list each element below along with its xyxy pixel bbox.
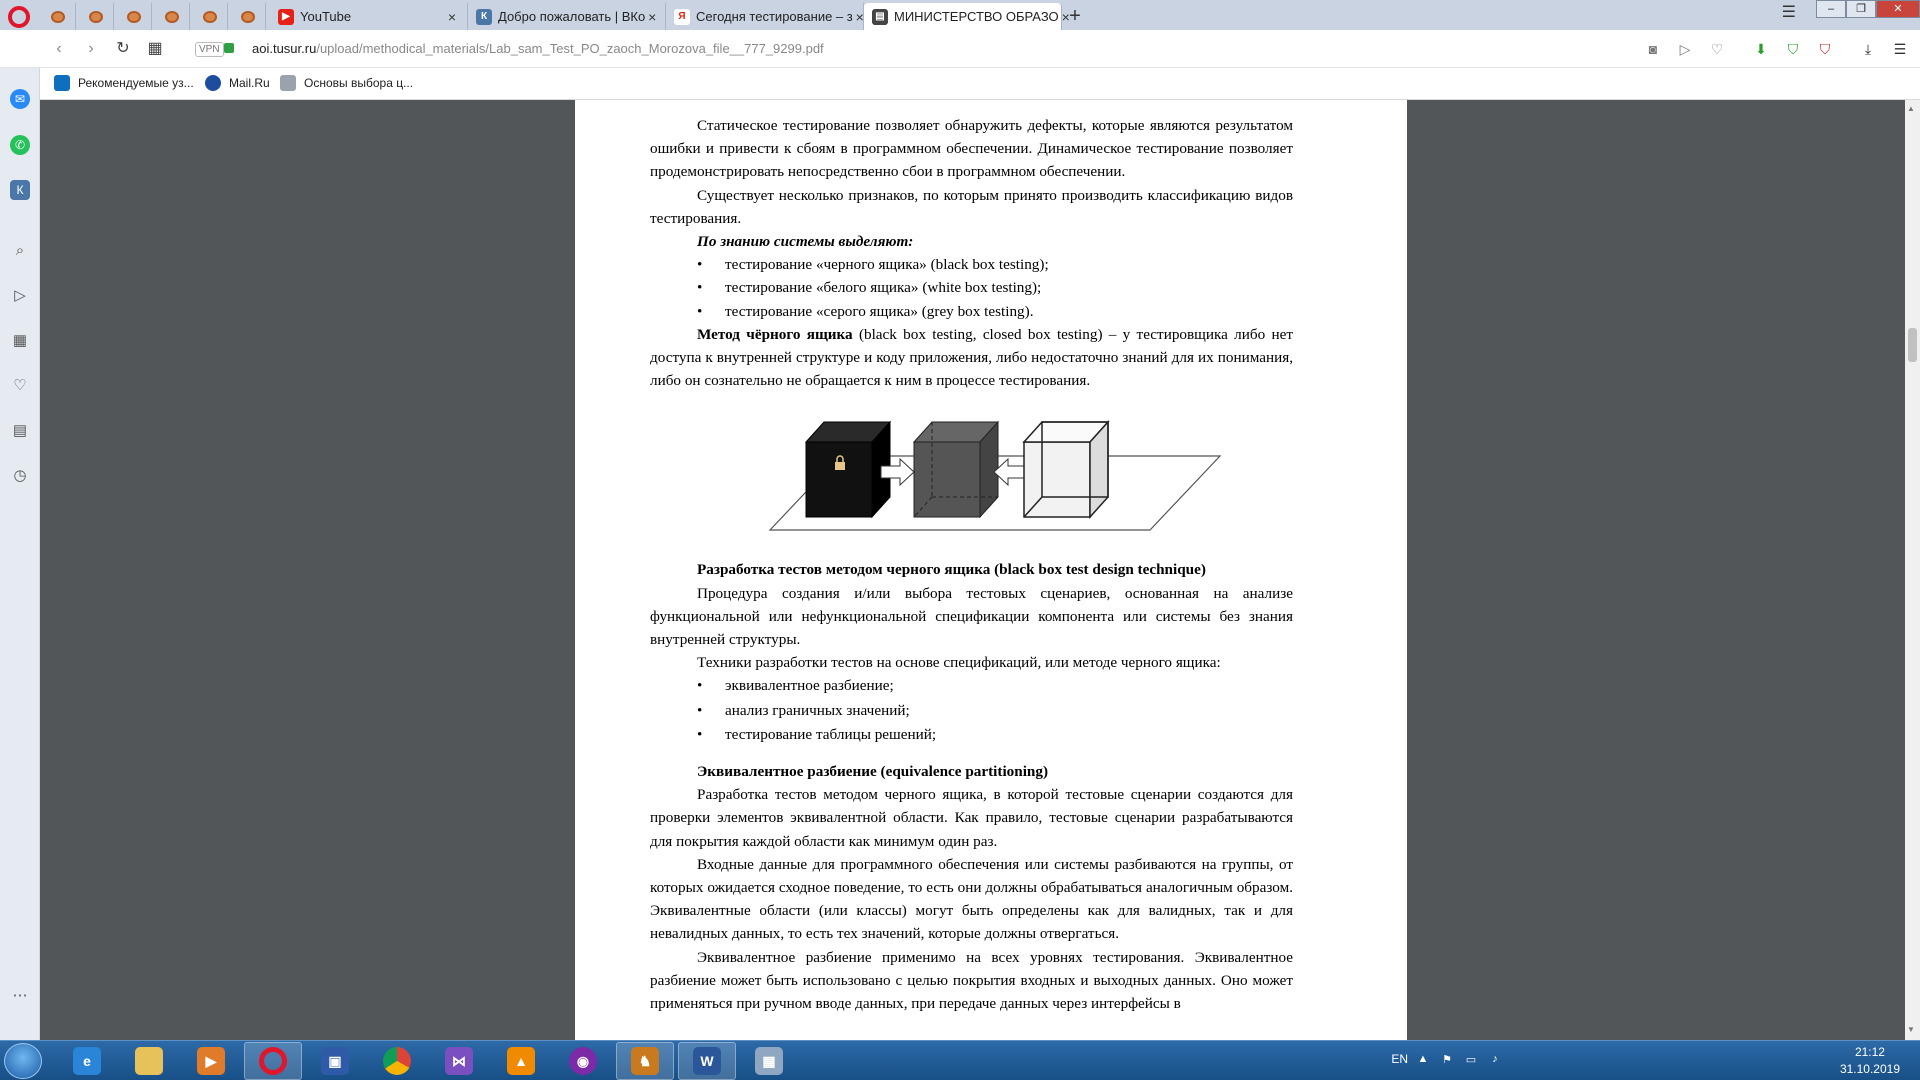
taskbar-audio-app[interactable]: [554, 1042, 612, 1080]
pinned-tab-2[interactable]: [78, 3, 114, 30]
paragraph: Существует несколько признаков, по которым принято производить классификацию видов тестирования.: [650, 186, 1293, 227]
taskbar-save[interactable]: [306, 1042, 364, 1080]
pinned-tab-favicon-icon: [89, 11, 103, 23]
page-text: [650, 114, 1293, 1015]
clock-time: 21:12: [1854, 1045, 1885, 1059]
bookmark-basics[interactable]: [280, 75, 413, 91]
list-item: • тестирование таблицы решений;: [650, 723, 1293, 748]
vk-icon: К: [476, 9, 492, 25]
bookmark-recommended[interactable]: [54, 75, 194, 91]
bookmark-mailru[interactable]: [205, 75, 270, 91]
taskbar-explorer[interactable]: [120, 1042, 178, 1080]
extension-adblock-icon[interactable]: ⛉: [1819, 41, 1831, 57]
language-indicator[interactable]: EN: [1391, 1052, 1408, 1066]
document-icon: ▤: [872, 9, 888, 25]
tab-vk[interactable]: [468, 3, 666, 30]
bookmark-label: Mail.Ru: [229, 76, 270, 90]
pinned-tab-1[interactable]: [40, 3, 76, 30]
clock-date: 31.10.2019: [1839, 1062, 1900, 1076]
bookmark-label: Основы выбора ц...: [304, 76, 414, 90]
tab-pdf-active[interactable]: [864, 3, 1070, 30]
section-heading: Эквивалентное разбиение (equivalence partitioning): [697, 762, 1049, 780]
tab-title: Сегодня тестирование – з: [696, 9, 853, 24]
close-tab-icon[interactable]: ×: [855, 8, 864, 25]
back-icon[interactable]: ‹: [56, 40, 62, 57]
bookmarks-icon[interactable]: ♡: [13, 377, 27, 394]
taskbar-vlc[interactable]: [492, 1042, 550, 1080]
close-tab-icon[interactable]: ×: [648, 8, 657, 25]
sidebar: [0, 68, 40, 1040]
list-item: • тестирование «белого ящика» (white box testing);: [650, 276, 1293, 299]
extensions-icon[interactable]: ▦: [12, 332, 28, 349]
taskbar-calculator[interactable]: [740, 1042, 798, 1080]
speed-dial-icon[interactable]: ▦: [147, 40, 163, 57]
bing-icon: [54, 75, 70, 91]
pinned-tab-3[interactable]: [116, 3, 152, 30]
pinned-tab-4[interactable]: [154, 3, 190, 30]
news-icon[interactable]: ▤: [12, 422, 28, 439]
taskbar-visual-studio[interactable]: [430, 1042, 488, 1080]
snapshot-icon[interactable]: ◙: [1648, 41, 1658, 57]
tray-expand-icon[interactable]: ▲: [1417, 1053, 1429, 1065]
vpn-badge[interactable]: VPN: [195, 42, 224, 57]
pinned-tab-favicon-icon: [51, 11, 65, 23]
pinned-tab-favicon-icon: [241, 11, 255, 23]
network-icon[interactable]: ▭: [1465, 1054, 1477, 1066]
paragraph: Входные данные для программного обеспечения или системы разбиваются на группы, от которых ожидается сходное поведение, то есть они должны обрабатываться аналогичным образом. Эквивалентные области (или классы) могут быть определены как для валидных, так и для невалидных данных, то есть тех значений, которые должны отвергаться.: [650, 855, 1293, 943]
messenger-icon[interactable]: ✉: [10, 89, 30, 109]
bookmark-label: Рекомендуемые уз...: [78, 76, 194, 90]
pinned-tab-favicon-icon: [165, 11, 179, 23]
list-item: • эквивалентное разбиение;: [650, 674, 1293, 699]
yandex-icon: Я: [674, 9, 690, 25]
folder-icon: [135, 1047, 163, 1075]
scroll-thumb[interactable]: [1908, 328, 1917, 362]
close-tab-icon[interactable]: ×: [447, 8, 457, 25]
forward-icon[interactable]: ›: [88, 40, 94, 57]
calculator-icon: ▦: [755, 1047, 783, 1075]
paragraph: [650, 323, 1293, 393]
pinned-tab-favicon-icon: [127, 11, 141, 23]
scroll-up-icon[interactable]: ▲: [1907, 104, 1915, 113]
tab-title: YouTube: [300, 9, 352, 24]
viewer-scrollbar[interactable]: [1905, 100, 1920, 1040]
paragraph: Техники разработки тестов на основе спецификаций, или методе черного ящика:: [697, 654, 1221, 672]
action-center-flag-icon[interactable]: ⚑: [1442, 1054, 1452, 1066]
scroll-down-icon[interactable]: ▼: [1907, 1025, 1915, 1034]
audio-app-icon: ◉: [569, 1047, 597, 1075]
url-field[interactable]: [252, 41, 824, 56]
tab-menu-icon[interactable]: ☰: [1781, 4, 1796, 21]
opera-menu-icon[interactable]: [8, 6, 30, 28]
list-item: • анализ граничных значений;: [650, 699, 1293, 724]
downloads-icon[interactable]: ⤓: [1864, 41, 1872, 57]
extension-download-icon[interactable]: ⬇: [1755, 41, 1767, 57]
list-item: • тестирование «серого ящика» (grey box testing).: [650, 300, 1293, 323]
pinned-tab-favicon-icon: [203, 11, 217, 23]
vlc-icon: ▲: [507, 1047, 535, 1075]
media-player-icon: ▶: [197, 1047, 225, 1075]
paragraph: Статическое тестирование позволяет обнаружить дефекты, которые являются результатом ошибки и привести к сбоям в программном обеспечении. Динамическое тестирование позволяет продемонстрировать непосредственно сбои в программном обеспечении.: [650, 117, 1293, 181]
tab-title: МИНИСТЕРСТВО ОБРАЗО: [894, 9, 1059, 24]
extension-shield-icon[interactable]: ⛉: [1787, 41, 1799, 57]
youtube-icon: ▶: [278, 9, 294, 25]
black-box-cube: [806, 422, 890, 517]
address-bar: [0, 30, 1920, 68]
tab-strip: [0, 0, 1920, 30]
floppy-icon: ▣: [321, 1047, 349, 1075]
send-icon[interactable]: ▷: [1679, 41, 1691, 57]
term-bold: Метод чёрного ящика: [697, 325, 853, 343]
search-icon[interactable]: ⌕: [15, 242, 25, 259]
list-item: • тестирование «черного ящика» (black box testing);: [650, 253, 1293, 276]
grey-box-cube: [914, 422, 998, 517]
term-definition: (black box testing, closed box testing) – у тестировщика либо нет доступа к внутренней структуре и коду приложения, либо недостаточно знаний для их понимания, либо он сознательно не обращается к ним в процессе тестирования.: [650, 325, 1293, 390]
tab-youtube[interactable]: [270, 3, 468, 30]
window-controls: [1816, 0, 1920, 20]
lock-icon: [835, 462, 845, 470]
paragraph: Эквивалентное разбиение применимо на всех уровнях тестирования. Эквивалентное разбиение может быть использовано с целью покрытия входных и выходных данных. Оно может применяться при ручном вводе данных, при передаче данных через интерфейсы в: [650, 948, 1293, 1012]
internet-explorer-icon: e: [73, 1047, 101, 1075]
paragraph: Разработка тестов методом черного ящика, в которой тестовые сценарии создаются для проверки элементов эквивалентной области. Как правило, тестовые сценарии разрабатываются для покрытия каждой области как минимум один раз.: [650, 786, 1293, 850]
lock-icon[interactable]: [224, 43, 234, 53]
more-icon[interactable]: ⋯: [12, 987, 28, 1004]
start-button[interactable]: [4, 1043, 42, 1079]
bookmarks-bar: [0, 68, 1920, 100]
easy-setup-icon[interactable]: ☰: [1893, 41, 1907, 57]
bookmark-heart-icon[interactable]: ♡: [1710, 41, 1724, 57]
tab-title: Добро пожаловать | ВКо: [498, 9, 646, 24]
game-icon: ♞: [631, 1047, 659, 1075]
vk-sidebar-icon[interactable]: К: [10, 180, 30, 200]
spacer: [650, 748, 1293, 760]
chrome-icon: [383, 1047, 411, 1075]
restore-icon[interactable]: ❐: [1846, 0, 1876, 18]
taskbar-word[interactable]: [678, 1042, 736, 1080]
taskbar-game[interactable]: [616, 1042, 674, 1080]
close-tab-icon[interactable]: ×: [1061, 8, 1070, 25]
flow-icon[interactable]: ▷: [14, 287, 26, 304]
pdf-viewer: [40, 100, 1920, 1040]
white-box-cube: [1024, 422, 1108, 517]
close-window-icon[interactable]: ✕: [1876, 0, 1920, 18]
subheading: По знанию системы выделяют:: [697, 233, 914, 251]
word-icon: W: [693, 1047, 721, 1075]
new-tab-button[interactable]: +: [1069, 5, 1081, 27]
whatsapp-icon[interactable]: ✆: [10, 135, 30, 155]
url-host: aoi.tusur.ru: [252, 41, 317, 56]
taskbar-opera[interactable]: [244, 1042, 302, 1080]
taskbar-chrome[interactable]: [368, 1042, 426, 1080]
visual-studio-icon: ⋈: [445, 1047, 473, 1075]
box-testing-figure: [770, 404, 1220, 534]
pinned-tab-5[interactable]: [192, 3, 228, 30]
system-clock[interactable]: [1840, 1044, 1900, 1078]
list-techniques: [650, 674, 1293, 748]
windows-taskbar: [0, 1040, 1920, 1080]
list-box-types: [650, 253, 1293, 323]
pdf-page: [575, 100, 1407, 1040]
reload-icon[interactable]: ↻: [116, 40, 130, 57]
page-icon: [280, 75, 296, 91]
minimize-icon[interactable]: –: [1816, 0, 1846, 18]
opera-icon: [259, 1047, 287, 1075]
history-icon[interactable]: ◷: [13, 467, 27, 484]
volume-icon[interactable]: ♪: [1492, 1053, 1498, 1065]
url-path: /upload/methodical_materials/Lab_sam_Test_PO_zaoch_Morozova_file__777_9299.pdf: [316, 41, 824, 56]
taskbar-ie[interactable]: [58, 1042, 116, 1080]
taskbar-media-player[interactable]: [182, 1042, 240, 1080]
tab-yandex[interactable]: [666, 3, 864, 30]
mailru-icon: [205, 75, 221, 91]
paragraph: Процедура создания и/или выбора тестовых сценариев, основанная на анализе функциональной или нефункциональной спецификации компонента или системы без знания внутренней структуры.: [650, 584, 1293, 649]
section-heading: Разработка тестов методом черного ящика (black box test design technique): [697, 561, 1206, 579]
pinned-tab-6[interactable]: [230, 3, 266, 30]
